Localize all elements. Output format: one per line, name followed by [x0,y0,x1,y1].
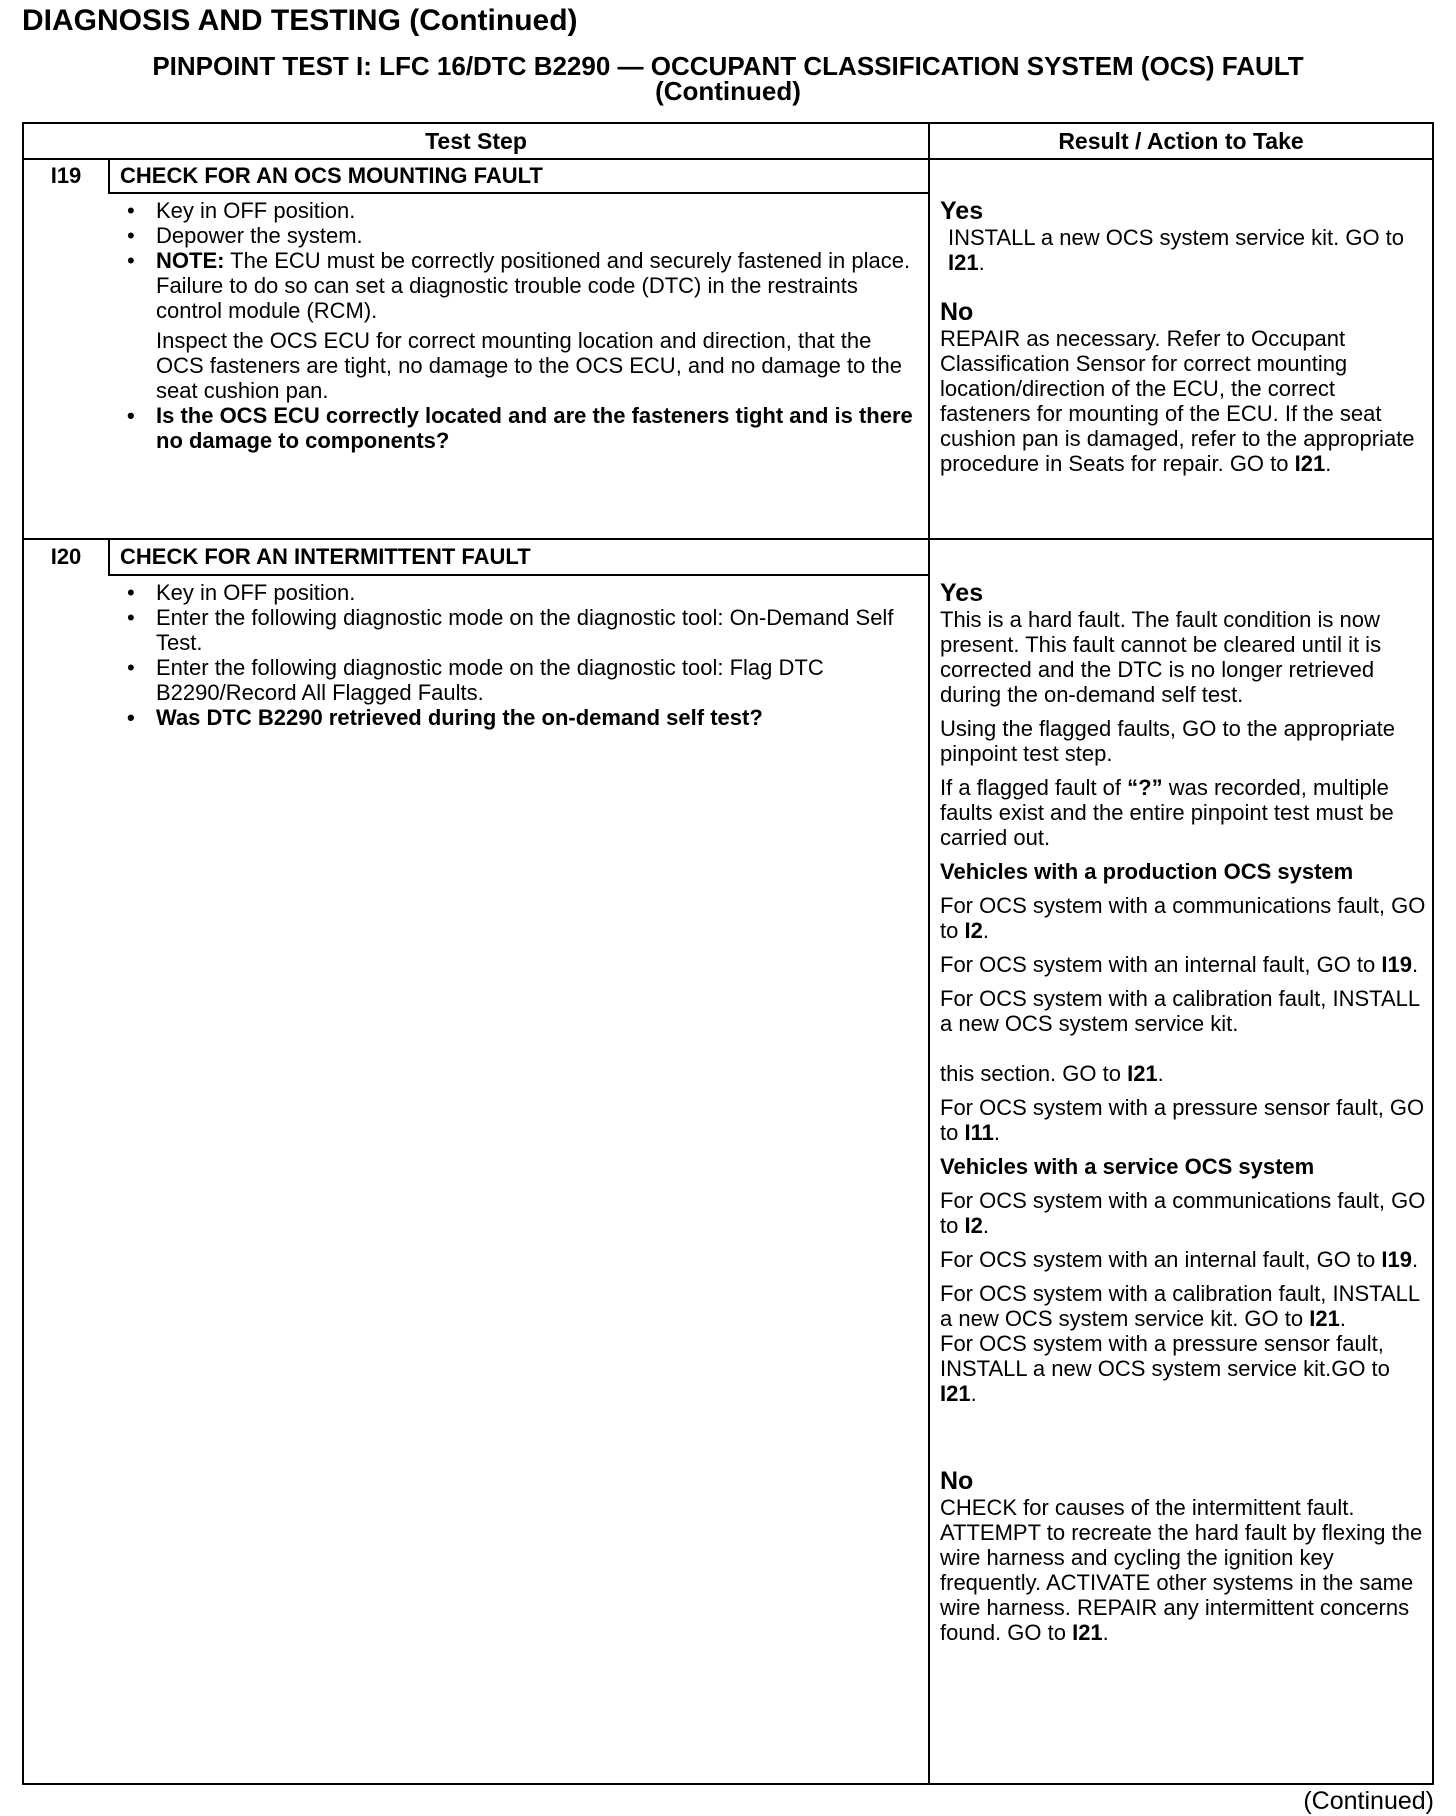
step-id-i19: I19 [50,163,82,188]
no-label: No [940,1467,974,1495]
note-label: NOTE: [156,248,225,273]
list-item: • Key in OFF position. [119,198,919,223]
production-comm-fault: For OCS system with a communications fault, GO to I2. [940,893,1426,943]
i19-id-divider [108,158,110,194]
step-id-i20: I20 [50,544,82,569]
i19-result [940,198,1428,476]
no-action: CHECK for causes of the intermittent fault. ATTEMPT to recreate the hard fault by flexing the wire harness and cycling the ignition key frequently. ACTIVATE other systems in the same wire harness. REPAIR any intermittent concerns found. GO to I21. [940,1495,1423,1645]
subtitle-line-1: PINPOINT TEST I: LFC 16/DTC B2290 — OCCUPANT CLASSIFICATION SYSTEM (OCS) FAULT [152,51,1304,81]
service-calibration-fault: For OCS system with a calibration fault, INSTALL a new OCS system service kit. GO to I21. [940,1281,1420,1331]
list-item: • Enter the following diagnostic mode on the diagnostic tool: On-Demand Self Test. [119,605,919,655]
page-title: DIAGNOSIS AND TESTING (Continued) [22,4,578,37]
yes-hard-fault-text: This is a hard fault. The fault condition is now present. This fault cannot be cleared until it is corrected and the DTC is no longer retrieved during the on-demand self test. [940,607,1382,707]
i19-title-divider [108,192,928,194]
yes-label: Yes [940,197,984,225]
production-pressure-fault: For OCS system with a pressure sensor fault, GO to I11. [940,1095,1425,1145]
yes-label: Yes [940,579,984,607]
list-item: • Enter the following diagnostic mode on the diagnostic tool: Flag DTC B2290/Record All Flagged Faults. [119,655,919,705]
i20-result [940,580,1428,1645]
result-header: Result / Action to Take [1058,128,1304,154]
step-title-i19: CHECK FOR AN OCS MOUNTING FAULT [120,163,543,188]
production-calibration-fault: For OCS system with a calibration fault, INSTALL a new OCS system service kit. [940,986,1420,1036]
note-continuation: Inspect the OCS ECU for correct mounting location and direction, that the OCS fasteners are tight, no damage to the OCS ECU, and no damage to the seat cushion pan. [156,328,902,403]
production-ocs-heading: Vehicles with a production OCS system [940,859,1354,884]
list-item: • Depower the system. [119,223,919,248]
i19-steps [119,198,919,453]
list-item [119,248,919,323]
row-divider [24,538,1432,540]
i20-title-divider [108,574,928,576]
step-question: • Was DTC B2290 retrieved during the on-demand self test? [119,705,919,730]
service-comm-fault: For OCS system with a communications fault, GO to I2. [940,1188,1426,1238]
i20-steps [119,580,919,730]
yes-multiple-faults-text: If a flagged fault of “?” was recorded, multiple faults exist and the entire pinpoint test must be carried out. [940,775,1394,850]
column-divider [928,124,930,1783]
step-title-i20: CHECK FOR AN INTERMITTENT FAULT [120,544,531,569]
subtitle-line-2: (Continued) [655,76,801,106]
production-internal-fault: For OCS system with an internal fault, GO to I19. [940,952,1419,977]
test-step-header: Test Step [425,128,527,154]
step-question: • Is the OCS ECU correctly located and are the fasteners tight and is there no damage to components? [119,403,919,453]
header-divider [24,158,1432,160]
yes-flagged-faults-text: Using the flagged faults, GO to the appropriate pinpoint test step. [940,716,1395,766]
service-internal-fault: For OCS system with an internal fault, GO to I19. [940,1247,1419,1272]
no-action: REPAIR as necessary. Refer to Occupant Classification Sensor for correct mounting location/direction of the ECU, the correct fasteners for mounting of the ECU. If the seat cushion pan is damaged, refer to the appropriate procedure in Seats for repair. GO to I21. [940,326,1415,476]
yes-action: INSTALL a new OCS system service kit. GO to I21. [948,225,1405,275]
production-section-goto: this section. GO to I21. [940,1061,1164,1086]
pinpoint-test-title [0,51,1456,106]
pinpoint-table [22,122,1434,1785]
note-text: The ECU must be correctly positioned and securely fastened in place. Failure to do so can set a diagnostic trouble code (DTC) in the restraints control module (RCM). [156,248,911,323]
service-ocs-heading: Vehicles with a service OCS system [940,1154,1315,1179]
list-item: • Key in OFF position. [119,580,919,605]
i20-id-divider [108,538,110,576]
no-label: No [940,298,974,326]
continued-footer: (Continued) [1303,1787,1434,1815]
service-pressure-fault: For OCS system with a pressure sensor fault, INSTALL a new OCS system service kit.GO to I21. [940,1331,1390,1406]
